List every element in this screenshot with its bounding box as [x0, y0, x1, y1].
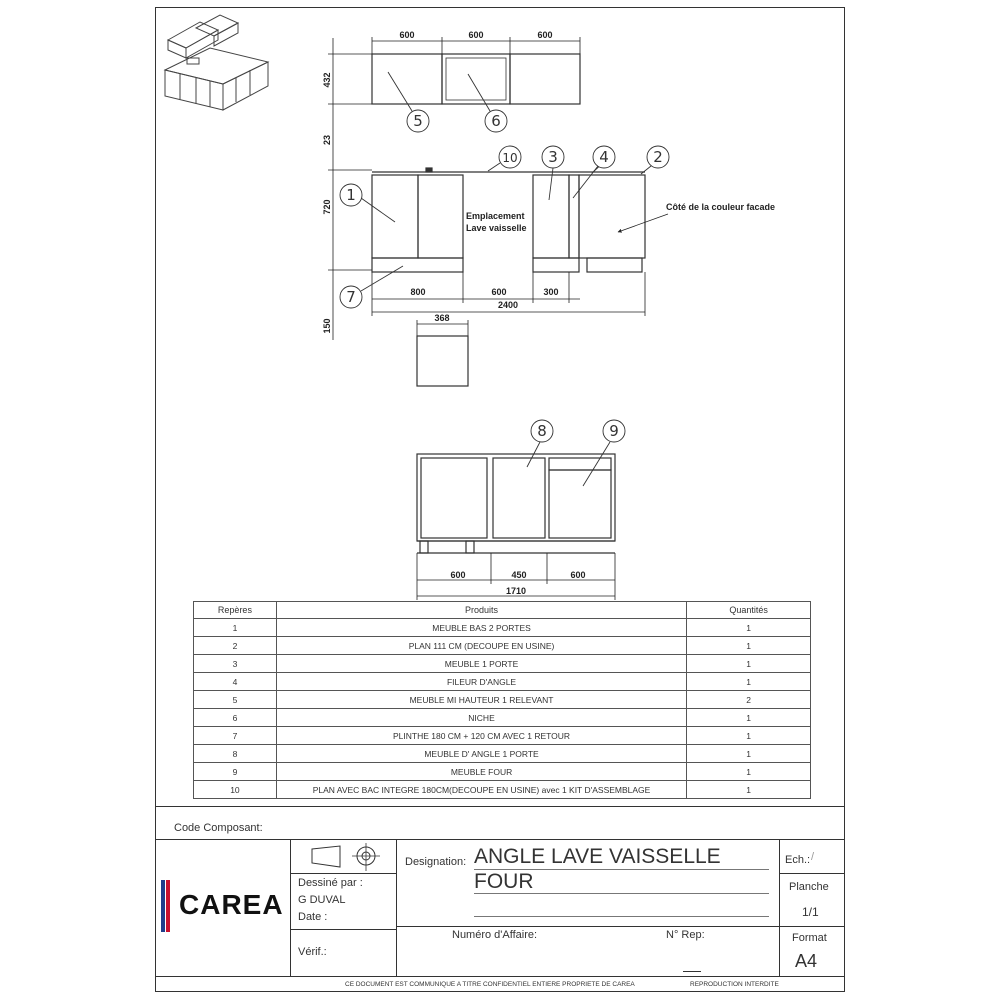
side-view-cabinet	[417, 336, 468, 386]
upper-width-1: 600	[399, 30, 415, 40]
bubble-5-label: 5	[413, 112, 423, 130]
header-quantites: Quantités	[687, 602, 811, 619]
bubble-6-label: 6	[491, 112, 501, 130]
footer-reproduction: REPRODUCTION INTERDITE	[690, 981, 779, 988]
footer-divider	[155, 976, 845, 977]
logo-divider	[290, 839, 291, 976]
projection-symbol-icon	[300, 843, 380, 871]
no-rep-underline	[683, 971, 701, 972]
right-divider	[779, 839, 780, 976]
parts-table	[193, 601, 811, 799]
header-produits: Produits	[276, 602, 686, 619]
footer-confidential: CE DOCUMENT EST COMMUNIQUE A TITRE CONFIDENTIEL ENTIERE PROPRIETE DE CAREA	[345, 981, 635, 988]
corner-total-width: 1710	[505, 586, 527, 596]
base-width-2: 600	[491, 287, 507, 297]
title-block-divider	[155, 839, 845, 840]
ech-label: Ech.:	[785, 854, 811, 866]
dessine-par-label: Dessiné par :	[298, 877, 363, 889]
corner-width-2: 450	[511, 570, 527, 580]
bubble-8-label: 8	[537, 422, 547, 440]
bubble-4-label: 4	[599, 148, 609, 166]
table-row: 3 MEUBLE 1 PORTE 1	[194, 655, 811, 673]
planche-row-line	[779, 926, 845, 927]
side-width: 368	[434, 313, 450, 323]
base-total-width: 2400	[497, 300, 519, 310]
planche-label: Planche	[789, 881, 829, 893]
upper-width-3: 600	[537, 30, 553, 40]
numero-affaire-label: Numéro d'Affaire:	[452, 929, 538, 941]
table-row: 8 MEUBLE D' ANGLE 1 PORTE 1	[194, 745, 811, 763]
base-height: 720	[322, 199, 332, 215]
designation-label: Designation:	[405, 856, 467, 868]
bubble-2-label: 2	[653, 148, 663, 166]
bubble-3-label: 3	[548, 148, 558, 166]
designation-underline-3	[474, 916, 769, 917]
isometric-thumbnail	[165, 15, 268, 110]
ech-value: /	[811, 851, 815, 863]
bubble-1-label: 1	[346, 186, 356, 204]
author-row-line-1	[290, 873, 396, 874]
table-row: 1 MEUBLE BAS 2 PORTES 1	[194, 619, 811, 637]
table-row: 7 PLINTHE 180 CM + 120 CM AVEC 1 RETOUR 1	[194, 727, 811, 745]
corner-cabinets	[417, 454, 615, 553]
format-label: Format	[792, 932, 827, 944]
base-width-3: 300	[543, 287, 559, 297]
planche-value: 1/1	[802, 905, 819, 919]
carea-logo: CAREA	[161, 880, 281, 932]
affaire-row-line	[396, 926, 779, 927]
author-divider	[396, 839, 397, 976]
designation-line-2: FOUR	[474, 870, 534, 893]
title-block-top-line	[155, 806, 845, 807]
table-row: 5 MEUBLE MI HAUTEUR 1 RELEVANT 2	[194, 691, 811, 709]
date-label: Date :	[298, 911, 328, 923]
bubble-9-label: 9	[609, 422, 619, 440]
author-row-line-2	[290, 929, 396, 930]
verif-label: Vérif.:	[298, 946, 327, 958]
plinth-height: 150	[322, 318, 332, 334]
bubble-7-label: 7	[346, 288, 356, 306]
gap-height: 23	[322, 134, 332, 146]
dishwasher-label-1: Emplacement	[466, 211, 525, 221]
table-row: 4 FILEUR D'ANGLE 1	[194, 673, 811, 691]
upper-width-2: 600	[468, 30, 484, 40]
dishwasher-label-2: Lave vaisselle	[466, 223, 527, 233]
upper-height: 432	[322, 72, 332, 88]
table-row: 6 NICHE 1	[194, 709, 811, 727]
table-row: 10 PLAN AVEC BAC INTEGRE 180CM(DECOUPE EN USINE) avec 1 KIT D'ASSEMBLAGE 1	[194, 781, 811, 799]
format-value: A4	[795, 951, 818, 971]
bubble-10-label: 10	[502, 151, 518, 165]
facade-label: Côté de la couleur facade	[666, 202, 776, 212]
corner-width-3: 600	[570, 570, 586, 580]
base-width-1: 800	[410, 287, 426, 297]
ech-row-line	[779, 873, 845, 874]
dessine-par-value: G DUVAL	[298, 894, 346, 906]
table-row: 2 PLAN 111 CM (DECOUPE EN USINE) 1	[194, 637, 811, 655]
code-composant-label: Code Composant:	[174, 822, 263, 834]
corner-width-1: 600	[450, 570, 466, 580]
header-reperes: Repères	[194, 602, 277, 619]
designation-line-1: ANGLE LAVE VAISSELLE	[474, 845, 721, 868]
table-row: 9 MEUBLE FOUR 1	[194, 763, 811, 781]
no-rep-label: N° Rep:	[666, 929, 705, 941]
